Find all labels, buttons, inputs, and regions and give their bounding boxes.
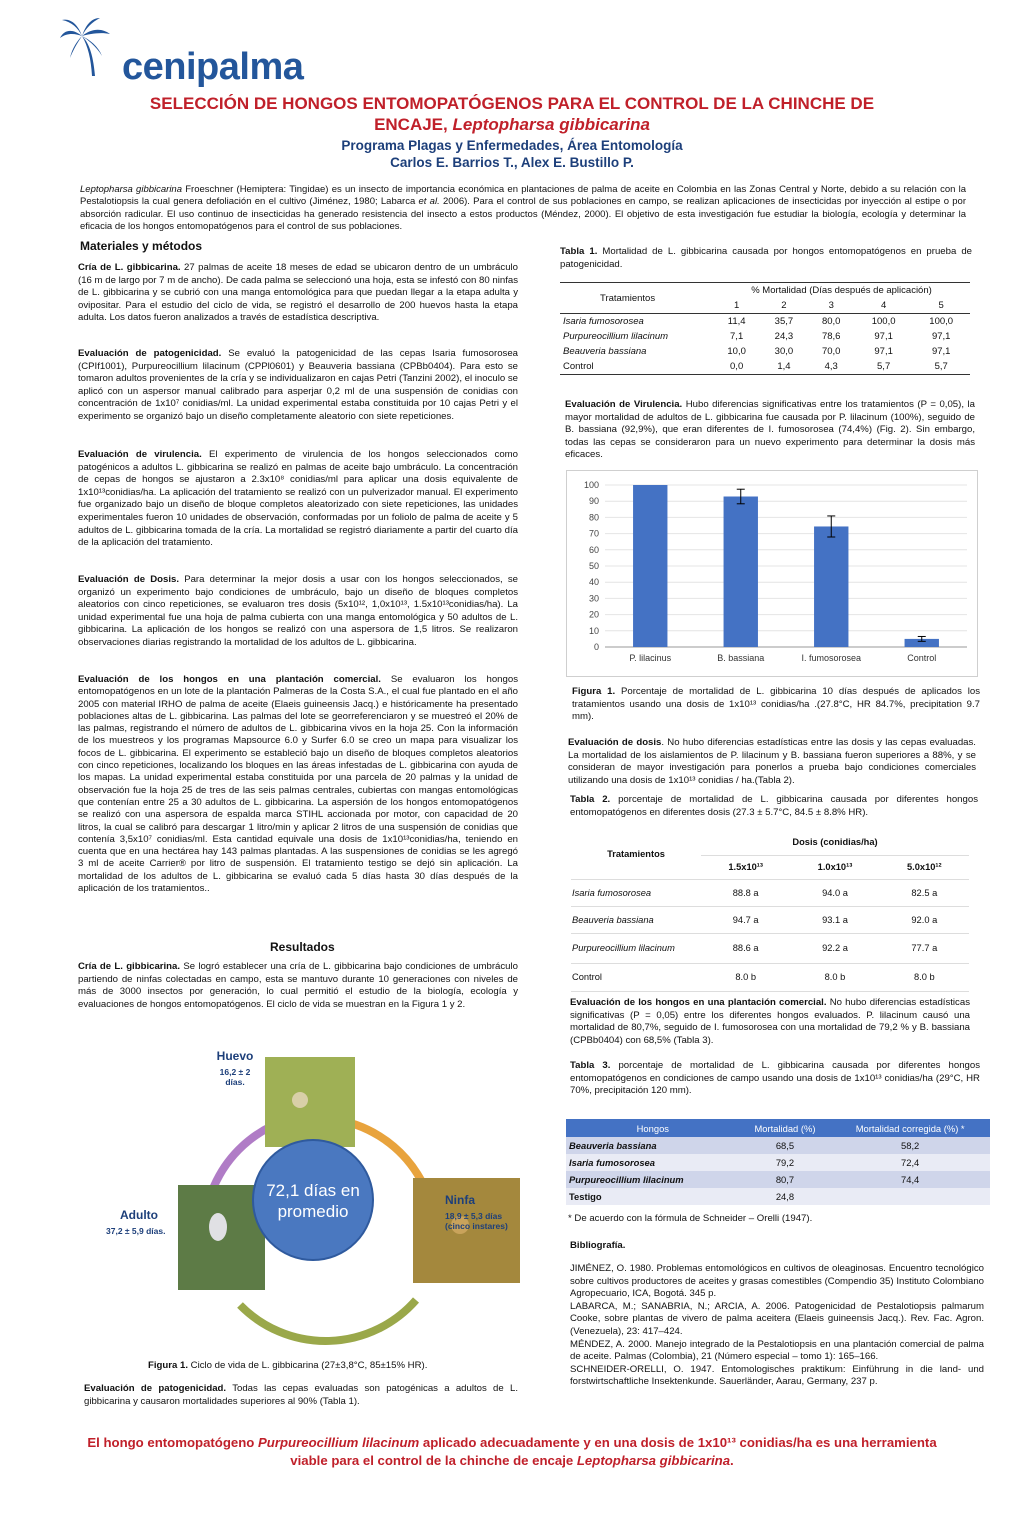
authors-line: Carlos E. Barrios T., Alex E. Bustillo P.	[390, 155, 634, 170]
table2-caption: Tabla 2. porcentaje de mortalidad de L. gibbicarina causada por diferentes hongos entomopatógenos en diferentes dosis (27.3 ± 5.7°C, 84.5 ± 8.8% HR).	[570, 794, 978, 818]
table-row: Control 8.0 b 8.0 b 8.0 b	[571, 963, 969, 991]
biblio-heading: Bibliografía.	[570, 1240, 626, 1251]
chart-y-tick-label: 30	[588, 593, 599, 604]
title-species: Leptopharsa gibbicarina	[452, 115, 650, 134]
chart-y-tick-label: 40	[588, 577, 599, 588]
chart-x-tick-label: B. bassiana	[717, 653, 765, 663]
palm-logo-icon	[58, 14, 128, 84]
conclusion: El hongo entomopatógeno Purpureocillium lilacinum aplicado adecuadamente y en una dosis de 1x10¹³ conidias/ha es una herramienta viable para el control de la chinche de encaje Leptopharsa gibbicarina.	[87, 1435, 937, 1468]
virulence-chart	[566, 470, 978, 677]
chart-x-tick-label: Control	[907, 653, 937, 663]
chart-x-tick-label: I. fumosorosea	[801, 653, 862, 663]
chart-y-tick-label: 100	[583, 480, 599, 490]
table-row: Purpureocillium lilacinum 80,7 74,4	[566, 1171, 990, 1188]
biblio-ref: JIMÉNEZ, O. 1980. Problemas entomológicos en cultivos de oleaginosas. Encuentro tecnológico sobre cultivos productores de aceites y grasas comestibles (Compendio 35) Instituto Colombiano Agropecuario, ICA, Bogotá. 345 p.	[570, 1263, 984, 1300]
table1-caption: Tabla 1. Mortalidad de L. gibbicarina causada por hongos entomopatógenos en prueba de patogenicidad.	[560, 246, 972, 270]
virulencia-paragraph: Evaluación de Virulencia. Hubo diferencias significativas entre los tratamientos (P = 0,05), la mayor mortalidad de adultos de L. gibbicarina fue causada por P. lilacinum (100%), seguido de B. bassiana (92,9%), que eran diferentes de I. fumosorosea (74,4%) (Fig. 2). Sin embargo, todas las cepas se consideraron para un nuevo experimento para determinar la dosis más eficaces.	[565, 399, 975, 461]
chart-x-tick-label: P. lilacinus	[629, 653, 672, 663]
table1	[560, 282, 970, 375]
chart-y-tick-label: 20	[588, 609, 599, 620]
table2-col-group: Dosis (conidias/ha)	[701, 830, 969, 855]
methods-comercial: Evaluación de los hongos en una plantación comercial. Se evaluaron los hongos entomopatógenos en un lote de la plantación Palmeras de la Costa S.A., el cual fue plantado en el año 2005 con material IRHO de palma de aceite (Elaeis guineensis Jacq.) e históricamente ha presentado poblaciones altas de L. gibbicarina. Las palmas del lote se georreferenciaron y se muestreó el 20% de las palmas, registrando el número de adultos de L. gibbicarina vivos en la hoja 25. Con la información de los muestreos y los programas Mapsource 6.0 y Surfer 6.0 se creo un mapa para visualizar los focos de L. gibbicarina. El experimento se estableció bajo un diseño de bloques completos aleatorios con cinco repeticiones, localizando los bloques en las áreas infestadas de L. gibbicarina con ayuda de los mapas. La unidad experimental estaba constituida por una parcela de 20 palmas y la unidad de observación fue la hoja 25 de tres de las seis palmas centrales, cubiertas con mangas entomológicas que contenían entre 25 a 30 adultos de L. gibbicarina. La aspersión de los hongos entomopatógenos se realizó con una aspersora de espalda marca STIHL accionada por motor, con capacidad de 20 litros, la cual se calibró para descargar 1 litro/min y aplicar 2 litros de una suspensión de conidias que contenía 3,5x10⁷ conidias/ml. Esta cantidad equivale una dosis de 1x10¹³conidias/ha, teniendo en cuenta que en una hectárea hay 143 palmas plantadas. A las suspensiones de conidias se les agregó 3 ml de aceite Carrier® por litro de suspensión. El tratamiento testigo se dejó sin aplicación. La mortalidad de los adultos de L. gibbicarina se evaluó cada 5 días hasta 30 días después de la aplicación de los tratamientos..	[78, 674, 518, 895]
table2-dose: 1.0x10¹³	[790, 855, 879, 879]
table-row: Beauveria bassiana 68,5 58,2	[566, 1137, 990, 1154]
brand-name: cenipalma	[122, 46, 304, 88]
table3	[566, 1119, 990, 1205]
egg-shape	[292, 1092, 308, 1108]
dosis-paragraph: Evaluación de dosis. No hubo diferencias estadísticas entre las dosis y las cepas evaluadas. La mortalidad de los aislamientos de P. lilacinum y B. bassiana fueron superiores a 88%, y se consideran de mayor investigación para ponerlos a prueba bajo condiciones comerciales utilizando una dosis de 1x10¹³ conidias / ha.(Tabla 2).	[568, 737, 976, 786]
table2	[571, 830, 969, 992]
title-line-1: SELECCIÓN DE HONGOS ENTOMOPATÓGENOS PARA EL CONTROL DE LA CHINCHE DE	[149, 94, 875, 113]
table3-header: Mortalidad corregida (%) *	[830, 1119, 990, 1137]
table-row: Isaria fumosorosea 11,4 35,7 80,0 100,0 100,0	[563, 316, 954, 327]
biblio-ref: LABARCA, M.; SANABRIA, N.; ARCIA, A. 2006. Patogenicidad de Pestalotiopsis palmarum Cooke, sobre plantas de vivero de palma aceitera (Elaeis guineensis Jacq.). Rev. Fac. Agron. (Venezuela), 23: 417–424.	[570, 1300, 984, 1337]
intro-paragraph: Leptopharsa gibbicarina Froeschner (Hemiptera: Tingidae) es un insecto de importancia económica en plantaciones de palma de aceite en Colombia en las Zonas Central y Norte, debido a su relación con la Pestalotiopsis la cual genera defoliación en el cultivo (Jiménez, 1980; Labarca et al. 2006). Para el control de sus poblaciones en campo, se realizan aplicaciones de insecticidas por inyección al estipe o por absorción radicular. El uso continuo de insecticidas ha generado resistencia del insecto a estos productos (Méndez, 2000). El objetivo de esta investigación fue estudiar la biología, ecología y determinar la eficacia de los hongos entomopatógenos para el control de sus poblaciones.	[80, 184, 967, 233]
life-cycle-figure	[100, 1045, 520, 1357]
table1-day: 1	[733, 300, 740, 311]
ninfa-label: Ninfa	[445, 1193, 475, 1207]
table3-header: Hongos	[566, 1119, 740, 1137]
title-line-2: ENCAJE, Leptopharsa gibbicarina	[374, 115, 650, 134]
methods-heading: Materiales y métodos	[80, 239, 203, 253]
adulto-duration: 37,2 ± 5,9 días.	[106, 1226, 166, 1236]
biblio-ref: SCHNEIDER-ORELLI, O. 1947. Entomologisches praktikum: Einführung in die land- und forstwirtschaftliche Insektenkunde. Sauerländer, Aarau, Germany, 237 p.	[570, 1363, 984, 1388]
table1-col-group: % Mortalidad (Días después de aplicación)	[751, 285, 932, 296]
huevo-label: Huevo	[216, 1049, 254, 1063]
comercial-paragraph: Evaluación de los hongos en una plantación comercial. No hubo diferencias estadísticas significativas (P = 0,05) entre los diferentes hongos evaluados. P. lilacinum causó una mortalidad de 80,7%, seguido de I. fumosorosea con una mortalidad de 79,2 % y B. bassiana (CPBb0404) con 68,5% (Tabla 3).	[570, 997, 970, 1046]
virulence-chart-svg	[567, 471, 977, 676]
table-row: Isaria fumosorosea 79,2 72,4	[566, 1154, 990, 1171]
chart-y-tick-label: 60	[588, 544, 599, 555]
table1-day: 4	[880, 300, 887, 311]
egg-photo	[265, 1057, 355, 1147]
table-row: Beauveria bassiana 94.7 a 93.1 a 92.0 a	[571, 906, 969, 933]
results-patogenicidad: Evaluación de patogenicidad. Todas las cepas evaluadas son patogénicas a adultos de L. gibbicarina y causaron mortalidades superiores al 90% (Tabla 1).	[84, 1383, 518, 1407]
table3-header: Mortalidad (%)	[740, 1119, 831, 1137]
program-line: Programa Plagas y Enfermedades, Área Entomología	[341, 138, 683, 153]
chart-y-tick-label: 10	[588, 625, 599, 636]
chart-y-tick-label: 90	[588, 496, 599, 507]
figure2-caption: Figura 1. Porcentaje de mortalidad de L. gibbicarina 10 días después de aplicados los tratamientos usando una dosis de 1x10¹³ conidias/ha .(27.8°C, HR 84.7%, precipitation 9.7 mm).	[572, 686, 981, 723]
chart-bar	[633, 485, 667, 647]
table2-dose: 1.5x10¹³	[701, 855, 790, 879]
table1-day: 3	[828, 300, 834, 311]
adulto-label: Adulto	[120, 1208, 158, 1222]
table1-col-tratamientos: Tratamientos	[600, 292, 656, 304]
ninfa-duration: 18,9 ± 5,3 días (cinco instares)	[445, 1211, 508, 1231]
biblio-ref: MÉNDEZ, A. 2000. Manejo integrado de la Pestalotiopsis en una plantación comercial de palma de aceite. Palmas (Colombia), 21 (Número especial – tomo 1): 165–166.	[570, 1338, 984, 1363]
methods-dosis: Evaluación de Dosis. Para determinar la mejor dosis a usar con los hongos seleccionados, se organizó un experimento bajo condiciones de umbráculo, bajo un diseño de bloques completos aleatorios con cinco repeticiones, se evaluaron tres dosis (5x10¹², 1,0x10¹³, 1.5x10¹³conidias/ha). La unidad experimental fue una hoja de palma cubierta con una manga entomológica y 50 adultos de L. gibbicarina. La aplicación de los hongos se realizó con una aspersora de 1,5 litros. Se realizaron observaciones diarias registrando la mortalidad de los adultos de L. gibbicarina.	[78, 574, 518, 648]
figure1-caption: Figura 1. Ciclo de vida de L. gibbicarina (27±3,8°C, 85±15% HR).	[148, 1360, 428, 1371]
chart-bar	[724, 497, 758, 647]
table2-dose: 5.0x10¹²	[880, 855, 969, 879]
chart-y-tick-label: 0	[593, 642, 599, 652]
methods-patogenicidad: Evaluación de patogenicidad. Se evaluó la patogenicidad de las cepas Isaria fumosorosea (CPIf1001), Purpureocillium lilacinum (CPPl0601) y Beauveria bassiana (CPBb0404). Para esto se tomaron adultos provenientes de la cría y se individualizaron en cajas Petri (Tanzini 2002), el inoculo se aplicó con un aspersor manual calibrado para asperjar 0,2 ml de una suspensión de conidias con concentración de 1x10⁷ conidias/ml. La unidad experimental estaba constituida por 10 cajas Petri y el experimento se organizó bajo un diseño completamente aleatorio con siete repeticiones.	[78, 348, 518, 422]
table-row: Control 0,0 1,4 4,3 5,7 5,7	[560, 359, 970, 375]
arrow-ninfa-adulto	[240, 1300, 416, 1341]
huevo-duration: 16,2 ± 2 días.	[219, 1067, 251, 1087]
table-row: Testigo 24,8	[566, 1188, 990, 1205]
table1-day: 5	[938, 300, 944, 311]
chart-y-tick-label: 70	[588, 528, 599, 539]
table-row: Isaria fumosorosea 88.8 a 94.0 a 82.5 a	[571, 879, 969, 906]
table1-day: 2	[781, 300, 787, 311]
methods-virulencia: Evaluación de virulencia. El experimento de virulencia de los hongos seleccionados como patogénicos a adultos L. gibbicarina se realizó en palmas de aceite bajo umbráculo. La concentración de cepas de hongos se ajustaron a 2.3x10⁸ conidias/ml para aplicar una dosis equivalente de 1x10¹³conidias/ha. La aplicación del tratamiento se realizó con un pulverizador manual. El experimento fue organizado bajo un diseño de bloque completos aleatorizado con siete repeticiones, las unidades experimentales fueron 10 unidades de observación, conformadas por un foliolo de palma de aceite y 5 adultos de L. gibbicarina tomada de la cría. La mortalidad se registró diariamente a partir del cuarto día de la aplicación del tratamiento.	[78, 449, 518, 549]
table-row: Purpureocillium lilacinum 7,1 24,3 78,6 97,1 97,1	[563, 331, 951, 342]
table-row: Purpureocillium lilacinum 88.6 a 92.2 a 77.7 a	[571, 933, 969, 963]
results-heading: Resultados	[270, 940, 335, 954]
chart-y-tick-label: 80	[588, 512, 599, 523]
chart-bar	[814, 526, 848, 647]
table3-footnote: * De acuerdo con la fórmula de Schneider – Orelli (1947).	[568, 1213, 813, 1224]
adult-shape	[209, 1213, 227, 1241]
poster-title	[60, 93, 964, 135]
chart-y-tick-label: 50	[588, 561, 599, 571]
poster-subtitle	[60, 137, 964, 171]
table3-caption: Tabla 3. porcentaje de mortalidad de L. gibbicarina causada por diferentes hongos entomopatógenos en condiciones de campo usando una dosis de 1x10¹³ conidias/ha (29°C, HR 70%, precipitación 120 mm).	[570, 1060, 980, 1097]
table-row: Beauveria bassiana 10,0 30,0 70,0 97,1 97,1	[563, 346, 951, 357]
results-cria: Cría de L. gibbicarina. Se logró establecer una cría de L. gibbicarina bajo condiciones de umbráculo partiendo de ninfas colectadas en campo, esta se mantuvo durante 10 generaciones con niveles de más de 3000 insectos por generación, lo cual permitió el estudio de la biología, ecología y evaluaciones de hongos entomopatógenos. El ciclo de vida se muestran en la Figura 1 y 2.	[78, 961, 518, 1010]
biblio-list	[570, 1263, 984, 1389]
methods-cria: Cría de L. gibbicarina. 27 palmas de aceite 18 meses de edad se ubicaron dentro de un umbráculo (16 m de largo por 7 m de ancho). De cada palma se seleccionó una hoja, esta se infestó con 80 ninfas de L. gibbicarina y se cubrió con una manga entomológica para que puedan llegar a la etapa adulta y ovipositar. Para el estudio del ciclo de vida, se registró el desarrollo de 200 huevos hasta la etapa adulta. Los datos fueron analizados a través de estadística descriptiva.	[78, 262, 518, 324]
cycle-center-text: 72,1 días en promedio	[266, 1181, 360, 1221]
table2-col-tratamientos: Tratamientos	[571, 830, 701, 879]
